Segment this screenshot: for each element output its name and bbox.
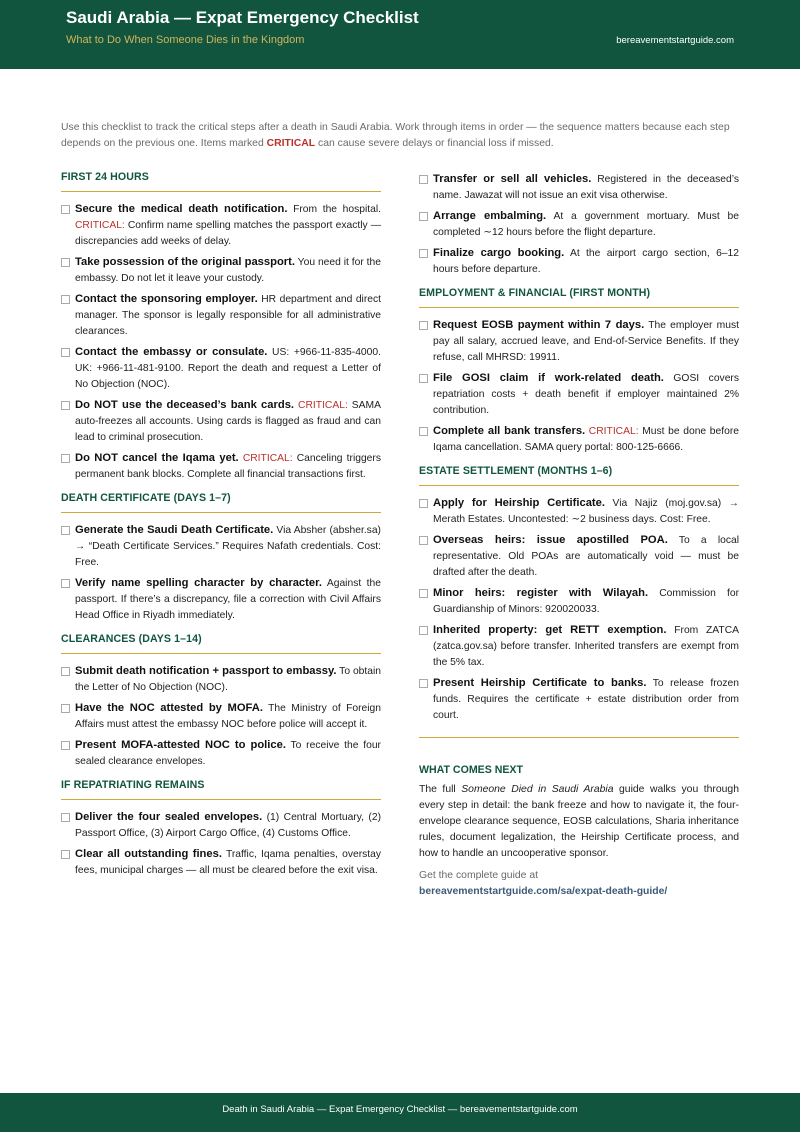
item-lead: Request EOSB payment within 7 days.	[433, 319, 645, 331]
checklist-item	[61, 254, 381, 287]
checklist-item	[61, 846, 381, 879]
item-text: Via Absher (absher.sa) → “Death Certificate Services.” Requires Nafath credentials. Cost: Free.	[75, 525, 381, 568]
checkbox[interactable]	[61, 667, 70, 676]
checkbox[interactable]	[419, 536, 428, 545]
checkbox[interactable]	[419, 212, 428, 221]
page-footer: Death in Saudi Arabia — Expat Emergency Checklist — bereavementstartguide.com	[0, 1093, 800, 1132]
section-first-24-hours	[61, 171, 381, 483]
critical-label: CRITICAL:	[75, 220, 125, 231]
critical-label: CRITICAL:	[298, 400, 348, 411]
item-text: The employer must pay all salary, accrued leave, and End-of-Service Benefits. If they refuse, call MHRSD: 19911.	[433, 320, 739, 363]
item-text: Canceling triggers permanent bank blocks. Complete all financial transactions first.	[75, 453, 381, 480]
item-text: Commission for Guardianship of Minors: 920020033.	[433, 588, 739, 615]
checkbox[interactable]	[419, 175, 428, 184]
intro-text-after: can cause severe delays or financial loss if missed.	[315, 138, 554, 149]
checkbox[interactable]	[419, 499, 428, 508]
item-lead: Submit death notification + passport to embassy.	[75, 665, 337, 677]
next-body-after: guide walks you through every step in detail: the bank freeze and how to navigate it, the four-envelope clearance sequence, EOSB calculations, Sharia inheritance rules, document legalization, the Heirship Certificate process, and how to handle an uncooperative sponsor.	[419, 784, 739, 859]
next-body-before: The full	[419, 784, 462, 795]
item-lead: Apply for Heirship Certificate.	[433, 497, 605, 509]
item-lead: Do NOT cancel the Iqama yet.	[75, 452, 239, 464]
item-lead: Clear all outstanding fines.	[75, 848, 222, 860]
checklist-item	[419, 423, 739, 456]
item-text: (1) Central Mortuary, (2) Passport Office, (3) Airport Cargo Office, (4) Customs Office.	[75, 812, 381, 839]
checklist-item	[419, 171, 739, 204]
checklist-item	[419, 317, 739, 366]
checkbox[interactable]	[419, 249, 428, 258]
item-text: US: +966-11-835-4000. UK: +966-11-481-9100. Report the death and request a Letter of No Objection (NOC).	[75, 347, 381, 390]
checklist-item	[419, 495, 739, 528]
item-text: SAMA auto-freezes all accounts. Using cards is flagged as fraud and can lead to criminal prosecution.	[75, 400, 381, 443]
item-text: Must be done before Iqama cancellation. SAMA query portal: 800-125-6666.	[433, 426, 739, 453]
guide-link[interactable]: bereavementstartguide.com/sa/expat-death-guide/	[419, 886, 668, 897]
checklist-item	[419, 622, 739, 671]
checklist-item	[61, 575, 381, 624]
item-text-before: From the hospital.	[287, 204, 381, 215]
left-column	[61, 171, 381, 888]
item-lead: Overseas heirs: issue apostilled POA.	[433, 534, 668, 546]
next-body	[419, 782, 739, 862]
checklist-item	[61, 344, 381, 393]
section-repatriating-continued	[419, 171, 739, 278]
item-text: Against the passport. If there’s a discrepancy, file a correction with Civil Affairs Head Office in Riyadh immediately.	[75, 578, 381, 621]
checklist-item	[419, 585, 739, 618]
checklist-item	[61, 397, 381, 446]
item-text: Confirm name spelling matches the passport exactly — discrepancies add weeks of delay.	[75, 220, 381, 247]
section-employment-financial	[419, 287, 739, 456]
checklist-item	[419, 245, 739, 278]
section-estate-settlement	[419, 465, 739, 724]
checkbox[interactable]	[419, 679, 428, 688]
checkbox[interactable]	[61, 348, 70, 357]
checklist-item	[61, 737, 381, 770]
checkbox[interactable]	[61, 704, 70, 713]
checklist-item	[61, 700, 381, 733]
critical-label: CRITICAL:	[242, 453, 293, 464]
item-lead: Arrange embalming.	[433, 210, 547, 222]
checkbox[interactable]	[61, 579, 70, 588]
item-text: Traffic, Iqama penalties, overstay fees, municipal charges — all must be cleared before the exit visa.	[75, 849, 382, 876]
checklist-item	[61, 522, 381, 571]
checkbox[interactable]	[61, 813, 70, 822]
item-lead: Do NOT use the deceased’s bank cards.	[75, 399, 295, 411]
page-title: Saudi Arabia — Expat Emergency Checklist	[66, 8, 419, 27]
item-lead: Secure the medical death notification.	[75, 203, 288, 215]
section-repatriating	[61, 779, 381, 879]
right-column	[419, 171, 739, 900]
section-clearances	[61, 633, 381, 770]
checkbox[interactable]	[61, 205, 70, 214]
item-text: To release frozen funds. Requires the certificate + estate distribution order from court.	[433, 678, 739, 721]
section-title: IF REPATRIATING REMAINS	[61, 779, 381, 800]
item-text: Registered in the deceased’s name. Jawazat will not issue an exit visa otherwise.	[433, 174, 739, 201]
checkbox[interactable]	[419, 427, 428, 436]
checklist-item	[419, 675, 739, 724]
checkbox[interactable]	[61, 454, 70, 463]
checkbox[interactable]	[61, 526, 70, 535]
intro-paragraph	[61, 120, 741, 152]
checklist-item	[61, 291, 381, 340]
item-lead: File GOSI claim if work-related death.	[433, 372, 664, 384]
item-lead: Present Heirship Certificate to banks.	[433, 677, 647, 689]
item-text: HR department and direct manager. The sponsor is legally responsible for all administrative clearances.	[75, 294, 382, 337]
next-cta: Get the complete guide at	[419, 870, 538, 881]
item-lead: Transfer or sell all vehicles.	[433, 173, 592, 185]
section-title: DEATH CERTIFICATE (DAYS 1–7)	[61, 492, 381, 513]
item-text: To a local representative. Old POAs are automatically void — must be drafted after the death.	[433, 535, 739, 578]
checkbox[interactable]	[61, 401, 70, 410]
section-title: FIRST 24 HOURS	[61, 171, 381, 192]
intro-text-before: Use this checklist to track the critical steps after a death in Saudi Arabia. Work through items in order — the sequence matters because each step depends on the previous one. Items marked	[61, 122, 730, 149]
checklist-item	[61, 201, 381, 250]
checkbox[interactable]	[419, 374, 428, 383]
checklist-item	[61, 809, 381, 842]
item-lead: Present MOFA-attested NOC to police.	[75, 739, 286, 751]
item-text: From ZATCA (zatca.gov.sa) before transfer. Inherited transfers are exempt from the 5% tax.	[433, 625, 739, 668]
section-title: ESTATE SETTLEMENT (MONTHS 1–6)	[419, 465, 739, 486]
intro-critical-word: CRITICAL	[266, 138, 316, 149]
item-lead: Finalize cargo booking.	[433, 247, 565, 259]
item-text: To receive the four sealed clearance envelopes.	[75, 740, 381, 767]
section-title: CLEARANCES (DAYS 1–14)	[61, 633, 381, 654]
page-subtitle: What to Do When Someone Dies in the Kingdom	[66, 34, 305, 46]
checkbox[interactable]	[419, 589, 428, 598]
checkbox[interactable]	[61, 850, 70, 859]
item-lead: Take possession of the original passport.	[75, 256, 295, 268]
section-death-certificate	[61, 492, 381, 624]
section-divider	[419, 737, 739, 738]
item-lead: Inherited property: get RETT exemption.	[433, 624, 667, 636]
checkbox[interactable]	[419, 626, 428, 635]
checkbox[interactable]	[419, 321, 428, 330]
next-title: WHAT COMES NEXT	[419, 764, 523, 776]
item-text: The Ministry of Foreign Affairs must attest the embassy NOC before police will accept it.	[75, 703, 382, 730]
item-text: At the airport cargo section, 6–12 hours before departure.	[433, 248, 739, 275]
item-text: GOSI covers repatriation costs + death benefit if employer maintained 2% contribution.	[433, 373, 740, 416]
checklist-item	[419, 370, 739, 419]
checkbox[interactable]	[61, 295, 70, 304]
item-lead: Contact the sponsoring employer.	[75, 293, 258, 305]
checklist-item	[61, 663, 381, 696]
header-site: bereavementstartguide.com	[616, 35, 734, 46]
what-comes-next	[419, 764, 739, 900]
item-lead: Deliver the four sealed envelopes.	[75, 811, 263, 823]
item-text: You need it for the embassy. Do not let it leave your custody.	[75, 257, 381, 284]
checklist-item	[419, 208, 739, 241]
guide-name: Someone Died in Saudi Arabia	[461, 784, 614, 795]
checkbox[interactable]	[61, 258, 70, 267]
item-text: To obtain the Letter of No Objection (NOC).	[75, 666, 382, 693]
item-lead: Generate the Saudi Death Certificate.	[75, 524, 274, 536]
item-lead: Minor heirs: register with Wilayah.	[433, 587, 649, 599]
item-lead: Contact the embassy or consulate.	[75, 346, 268, 358]
page-header	[0, 0, 800, 69]
checklist-item	[419, 532, 739, 581]
checkbox[interactable]	[61, 741, 70, 750]
section-title: EMPLOYMENT & FINANCIAL (FIRST MONTH)	[419, 287, 739, 308]
item-lead: Verify name spelling character by character.	[75, 577, 322, 589]
item-text: Via Najiz (moj.gov.sa) → Merath Estates. Uncontested: ∼2 business days. Cost: Free.	[433, 498, 739, 525]
item-lead: Complete all bank transfers.	[433, 425, 586, 437]
critical-label: CRITICAL:	[588, 426, 639, 437]
item-lead: Have the NOC attested by MOFA.	[75, 702, 263, 714]
item-text: At a government mortuary. Must be completed ∼12 hours before the flight departure.	[433, 211, 740, 238]
checklist-item	[61, 450, 381, 483]
